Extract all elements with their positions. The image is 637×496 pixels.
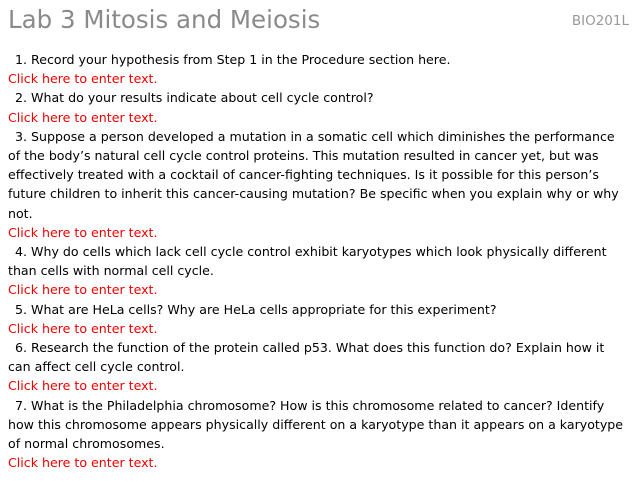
answer-field-2[interactable]: Click here to enter text. <box>8 109 158 125</box>
answer-field-4[interactable]: Click here to enter text. <box>8 282 158 298</box>
answer-field-7[interactable]: Click here to enter text. <box>8 455 158 471</box>
answer-field-5[interactable]: Click here to enter text. <box>8 320 158 336</box>
question-2: 2. What do your results indicate about cell cycle control? <box>15 90 374 106</box>
question-6: 6. Research the function of the protein called p53. What does this function do? Explain how it can affect cell cycle control. <box>8 340 605 375</box>
answer-field-3[interactable]: Click here to enter text. <box>8 224 158 240</box>
question-5: 5. What are HeLa cells? Why are HeLa cells appropriate for this experiment? <box>15 301 497 317</box>
answer-field-1[interactable]: Click here to enter text. <box>8 71 158 87</box>
question-7: 7. What is the Philadelphia chromosome? How is this chromosome related to cancer? Identify how this chromosome appears physically different on a karyotype than it appears on a karyotype of normal chromosomes. <box>8 397 624 452</box>
question-4: 4. Why do cells which lack cell cycle control exhibit karyotypes which look physically different than cells with normal cell cycle. <box>8 244 607 279</box>
question-3: 3. Suppose a person developed a mutation in a somatic cell which diminishes the performance of the body’s natural cell cycle control proteins. This mutation resulted in cancer yet, but was effectively treated with a cocktail of cancer-fighting techniques. Is it possible for this person’s future children to inherit this cancer-causing mutation? Be specific when you explain why or why not. <box>8 128 619 221</box>
answer-field-6[interactable]: Click here to enter text. <box>8 378 158 394</box>
question-1: 1. Record your hypothesis from Step 1 in the Procedure section here. <box>15 52 451 67</box>
question-list <box>8 50 630 472</box>
course-code: BIO201L <box>571 13 629 29</box>
document-title: Lab 3 Mitosis and Meiosis <box>8 5 321 34</box>
document-header <box>8 4 629 36</box>
